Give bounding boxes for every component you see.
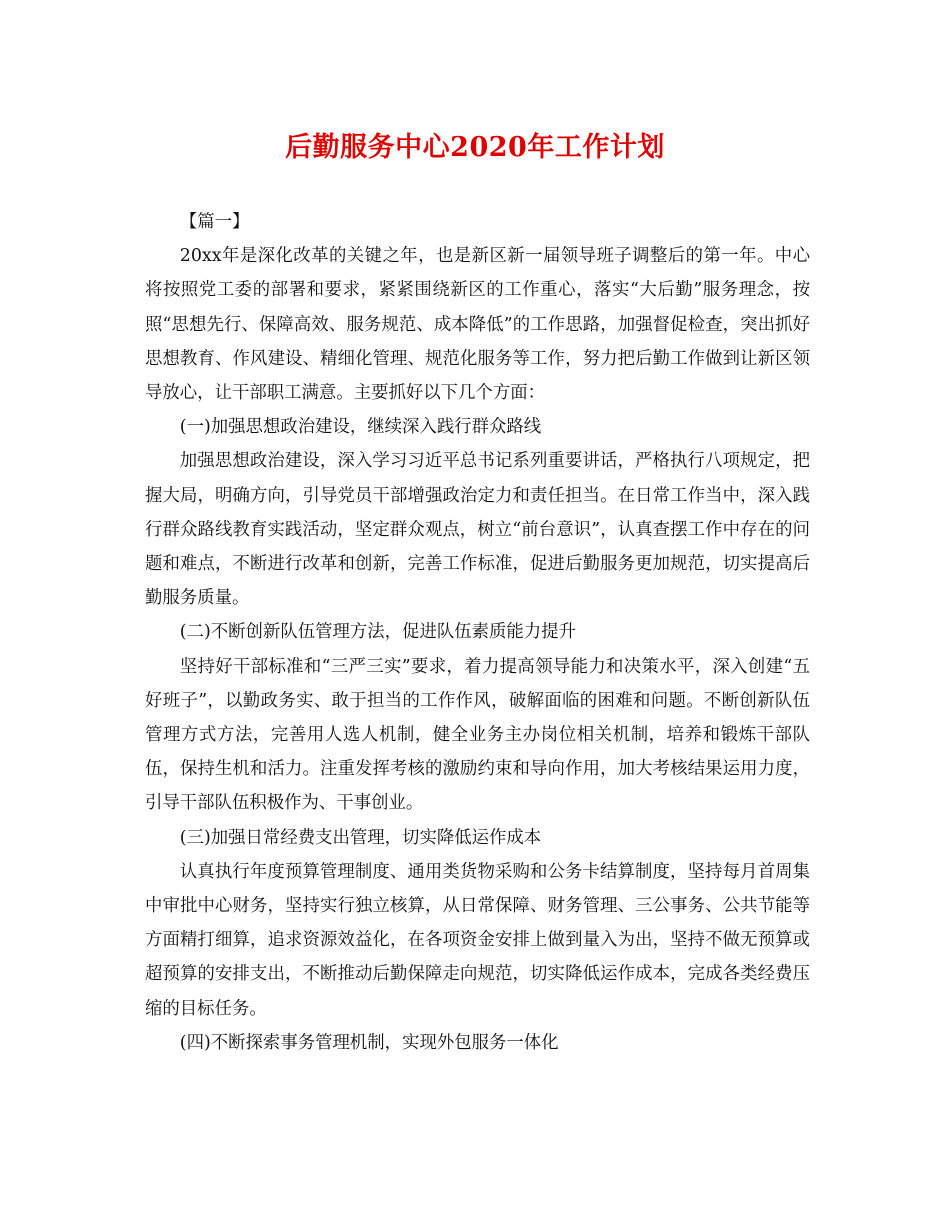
section-heading-3: (三)加强日常经费支出管理，切实降低运作成本: [179, 827, 542, 848]
body-paragraph-3: 认真执行年度预算管理制度、通用类货物采购和公务卡结算制度，坚持每月首周集中审批中心财务，坚持实行独立核算，从日常保障、财务管理、三公事务、公共节能等方面精打细算，追求资源效益化，在各项资金安排上做到量入为出，坚持不做无预算或超预算的安排支出，不断推动后勤保障走向规范，切实降低运作成本，完成各类经费压缩的目标任务。: [145, 861, 810, 1019]
intro-paragraph: 20xx年是深化改革的关键之年，也是新区新一届领导班子调整后的第一年。中心将按照党工委的部署和要求，紧紧围绕新区的工作重心，落实“大后勤”服务理念，按照“思想先行、保障高效、服务规范、成本降低”的工作思路，加强督促检查，突出抓好思想教育、作风建设、精细化管理、规范化服务等工作，努力把后勤工作做到让新区领导放心，让干部职工满意。主要抓好以下几个方面：: [145, 246, 810, 404]
section-heading-1: (一)加强思想政治建设，继续深入践行群众路线: [179, 417, 542, 438]
body-paragraph-2: 坚持好干部标准和“三严三实”要求，着力提高领导能力和决策水平，深入创建“五好班子”，以勤政务实、敢于担当的工作作风，破解面临的困难和问题。不断创新队伍管理方式方法，完善用人选人机制，健全业务主办岗位相关机制，培养和锻炼干部队伍，保持生机和活力。注重发挥考核的激励约束和导向作用，加大考核结果运用力度，引导干部队伍积极作为、干事创业。: [145, 656, 810, 814]
document-body: [145, 205, 810, 1060]
section-heading-2: (二)不断创新队伍管理方法，促进队伍素质能力提升: [179, 622, 576, 643]
section-label: 【篇一】: [179, 212, 250, 232]
section-heading-4: (四)不断探索事务管理机制，实现外包服务一体化: [179, 1032, 559, 1053]
document-title: 后勤服务中心2020年工作计划: [285, 132, 665, 163]
body-paragraph-1: 加强思想政治建设，深入学习习近平总书记系列重要讲话，严格执行八项规定，把握大局，明确方向，引导党员干部增强政治定力和责任担当。在日常工作当中，深入践行群众路线教育实践活动，坚定群众观点，树立“前台意识”，认真查摆工作中存在的问题和难点，不断进行改革和创新，完善工作标准，促进后勤服务更加规范，切实提高后勤服务质量。: [145, 451, 810, 609]
